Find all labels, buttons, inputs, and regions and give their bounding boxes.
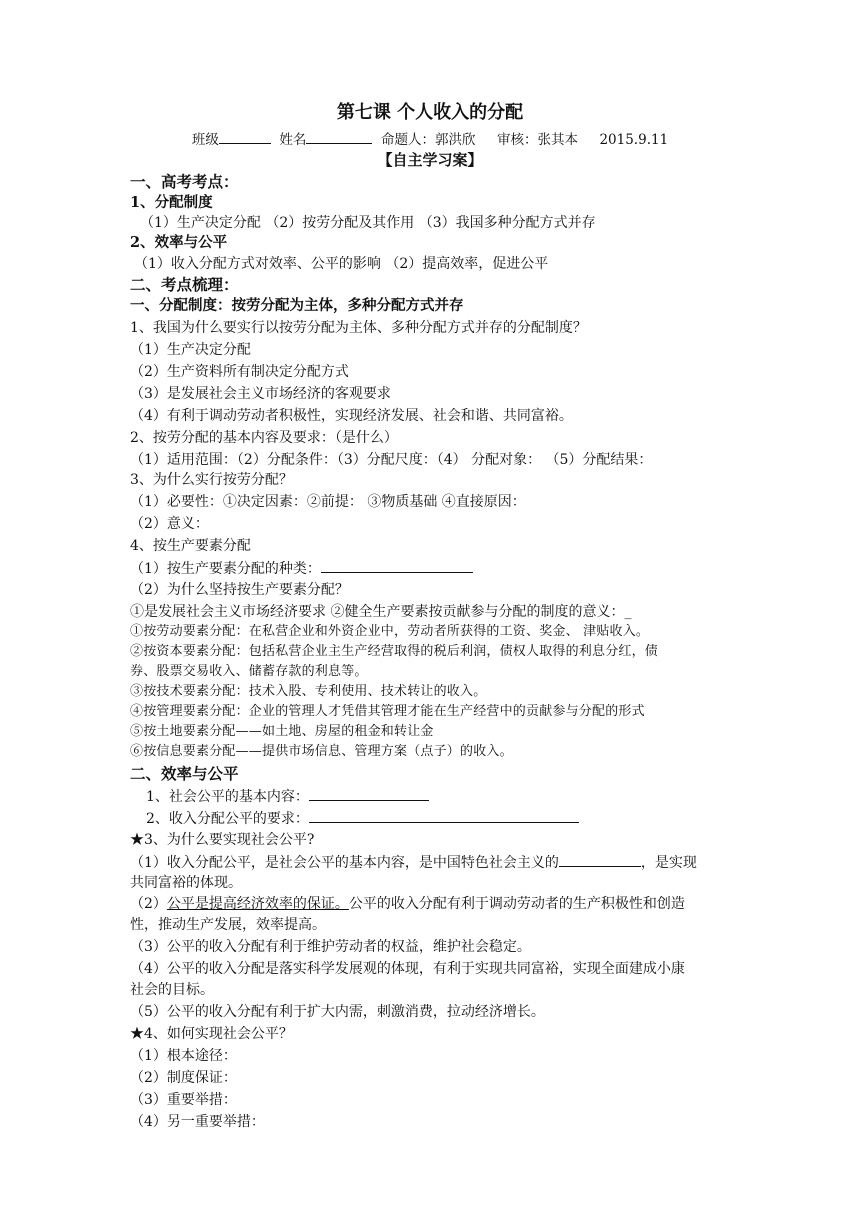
sec1-q3-a2: （2）意义： [130, 516, 209, 532]
part1-heading: 一、高考考点： [130, 172, 239, 191]
sec2-q3-a2-cont: 性，推动生产发展，效率提高。 [130, 917, 326, 933]
socialism-blank[interactable] [559, 852, 641, 867]
sec2-q3-a3: （3）公平的收入分配有利于维护劳动者的权益，维护社会稳定。 [130, 939, 531, 955]
name-blank[interactable] [306, 129, 372, 144]
sec1-heading: 一、分配制度：按劳分配为主体，多种分配方式并存 [130, 297, 464, 314]
sec1-q3-a1: （1）必要性：①决定因素：②前提： ③物质基础 ④直接原因： [130, 494, 526, 510]
factor-land: ⑤按土地要素分配——如土地、房屋的租金和转让金 [130, 724, 434, 739]
topic2-items: （1）收入分配方式对效率、公平的影响 （2）提高效率，促进公平 [134, 256, 549, 272]
sec1-q1-a3: （3）是发展社会主义市场经济的客观要求 [130, 386, 391, 402]
sec1-q1-a2: （2）生产资料所有制决定分配方式 [130, 364, 349, 380]
topic1: 1、分配制度 [130, 194, 213, 211]
sec2-q3: ★3、为什么要实现社会公平? [130, 832, 315, 848]
sec2-q3-a4-cont: 社会的目标。 [130, 982, 214, 998]
sec1-q4: 4、按生产要素分配 [130, 538, 251, 554]
name-label: 姓名 [279, 132, 307, 148]
factor-technology: ③按技术要素分配：技术入股、专利使用、技术转让的收入。 [130, 684, 487, 699]
reviewer: 审核：张其本 [496, 132, 578, 148]
sec1-q1-a1: （1）生产决定分配 [130, 342, 251, 358]
sec1-q4-a1-line [130, 558, 473, 579]
date: 2015.9.11 [599, 132, 669, 148]
sec2-q2-line [146, 808, 579, 829]
income-fairness-blank[interactable] [309, 808, 579, 823]
sec2-q4-a2: （2）制度保证： [130, 1070, 237, 1086]
social-fairness-blank[interactable] [309, 786, 429, 801]
factor-capital-1: ②按资本要素分配：包括私营企业主生产经营取得的税后利润，债权人取得的利息分红，债 [130, 644, 659, 659]
sec1-q4-a2: （2）为什么坚持按生产要素分配？ [130, 582, 349, 598]
sec1-q4-a1: （1）按生产要素分配的种类： [130, 561, 321, 577]
factor-information: ⑥按信息要素分配——提供市场信息、管理方案（点子）的收入。 [130, 744, 513, 759]
page-title: 第七课 个人收入的分配 [336, 102, 524, 123]
header-info-line [0, 129, 860, 150]
author: 命题人：郭洪欣 [381, 132, 476, 148]
factor-capital-2: 券、股票交易收入、储蓄存款的利息等。 [130, 664, 368, 679]
sec2-q3-a1-line [130, 852, 697, 873]
sec2-q3-a4: （4）公平的收入分配是落实科学发展观的体现，有利于实现共同富裕，实现全面建成小康 [130, 961, 685, 977]
sec2-q3-a2-rest: 公平的收入分配有利于调动劳动者的生产积极性和创造 [348, 896, 685, 912]
sec2-q3-a2-underlined: 公平是提高经济效率的保证。 [166, 896, 349, 912]
sec2-q1-line [146, 786, 429, 807]
sec2-q3-a1-part2: ，是实现 [640, 855, 697, 871]
sec2-q4-a4: （4）另一重要举措： [130, 1114, 265, 1130]
factor-management: ④按管理要素分配：企业的管理人才凭借其管理才能在生产经营中的贡献参与分配的形式 [130, 704, 645, 719]
factor-types-blank[interactable] [321, 558, 473, 573]
sec1-q1-a4: （4）有利于调动劳动者积极性，实现经济发展、社会和谐、共同富裕。 [130, 408, 573, 424]
class-label: 班级 [191, 132, 219, 148]
class-blank[interactable] [219, 129, 271, 144]
sec2-q3-a2-line [130, 894, 685, 914]
part2-heading: 二、考点梳理： [130, 275, 239, 294]
section-title: 【自主学习案】 [377, 151, 483, 169]
sec2-q2: 2、收入分配公平的要求： [146, 811, 309, 827]
sec2-q3-a1-part1: （1）收入分配公平，是社会公平的基本内容，是中国特色社会主义的 [130, 855, 559, 871]
sec2-heading: 二、效率与公平 [130, 764, 239, 783]
sec2-q4: ★4、如何实现社会公平？ [130, 1026, 293, 1042]
sec2-q3-a1-cont: 共同富裕的体现。 [130, 875, 242, 891]
sec2-q4-a1: （1）根本途径： [130, 1048, 237, 1064]
sec1-q3: 3、为什么实行按劳分配？ [130, 472, 293, 488]
sec2-q4-a3: （3）重要举措： [130, 1092, 237, 1108]
sec2-q3-a5: （5）公平的收入分配有利于扩大内需，刺激消费，拉动经济增长。 [130, 1004, 545, 1020]
sec1-q2-a: （1）适用范围：（2）分配条件：（3）分配尺度：（4） 分配对象： （5）分配结果： [130, 452, 653, 468]
sec1-q2: 2、按劳分配的基本内容及要求：（是什么） [130, 430, 398, 446]
sec1-q1: 1、我国为什么要实行以按劳分配为主体、多种分配方式并存的分配制度？ [130, 320, 587, 336]
topic2: 2、效率与公平 [130, 234, 228, 251]
factor-labor: ①按劳动要素分配：在私营企业和外资企业中，劳动者所获得的工资、奖金、 津贴收入。 [130, 624, 650, 639]
sec1-q4-a3: ①是发展社会主义市场经济要求 ②健全生产要素按贡献参与分配的制度的意义：_ [130, 604, 632, 620]
sec2-q3-a2-prefix: （2） [130, 896, 167, 912]
sec2-q1: 1、社会公平的基本内容： [146, 789, 309, 805]
topic1-items: （1）生产决定分配 （2）按劳分配及其作用 （3）我国多种分配方式并存 [140, 215, 596, 231]
